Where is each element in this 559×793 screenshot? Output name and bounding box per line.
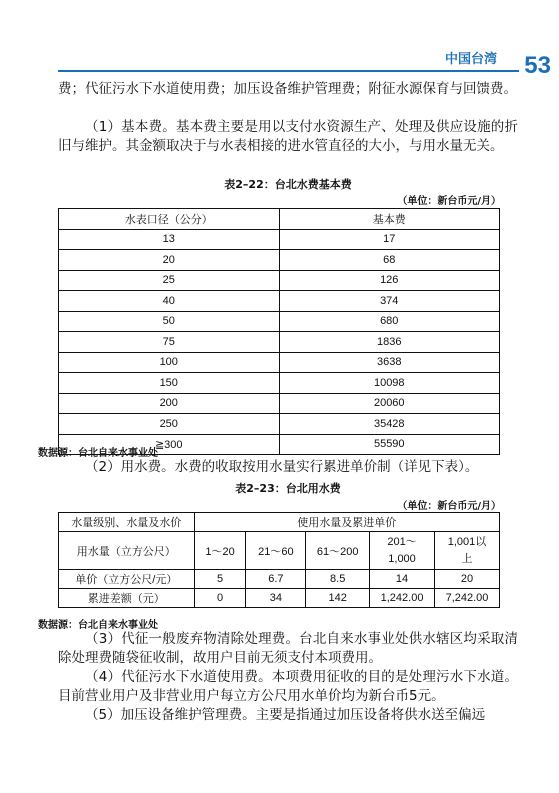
table-row [59, 373, 500, 394]
table-cell: 8.5 [306, 570, 370, 589]
sewer-fee-paragraph: （4）代征污水下水道使用费。本项费用征收的目的是处理污水下水道。目前营业用户及非营业用户每立方公尺用水单价均为新台币5元。 [58, 669, 518, 704]
table-header-cell: 使用水量及累进单价 [194, 513, 499, 532]
table-cell: 680 [279, 311, 500, 332]
table-cell: ≧300 [59, 434, 280, 455]
table-header-cell: 水量级别、水量及水价 [59, 513, 195, 532]
table-row [59, 570, 500, 589]
table-cell: 0 [194, 589, 246, 608]
table-header-row [59, 209, 500, 230]
table-cell: 201～1,000 [370, 532, 435, 570]
basic-fee-paragraph: （1）基本费。基本费主要是用以支付水资源生产、处理及供应设施的折旧与维护。其金额取决于与水表相接的进水管直径的大小，与用水量无关。 [58, 119, 518, 154]
table-row-label: 单价（立方公尺/元） [59, 570, 195, 589]
table-header-cell: 水表口径（公分） [59, 209, 280, 230]
table2-unit: （单位：新台币元/月） [397, 501, 501, 512]
table-cell: 13 [59, 229, 280, 250]
table-cell: 61～200 [306, 532, 370, 570]
usage-fee-paragraph: （2）用水费。水费的收取按用水量实行累进单价制（详见下表）。 [85, 459, 479, 475]
table-row [59, 414, 500, 435]
table-cell: 1,001以上 [435, 532, 500, 570]
table2-title: 表2–23：台北用水费 [235, 482, 341, 495]
table1-unit: （单位：新台币元/月） [397, 196, 501, 207]
table-cell: 34 [246, 589, 306, 608]
table-header-row [59, 513, 500, 532]
table-cell: 200 [59, 393, 280, 414]
table-row [59, 229, 500, 250]
table-row-label: 用水量（立方公尺） [59, 532, 195, 570]
table-cell: 68 [279, 250, 500, 271]
table-cell: 55590 [279, 434, 500, 455]
table-row [59, 250, 500, 271]
table-cell: 20 [435, 570, 500, 589]
table-cell: 7,242.00 [435, 589, 500, 608]
table-cell: 35428 [279, 414, 500, 435]
table2-source: 数据源：台北自来水事业处 [38, 620, 158, 631]
table-row [59, 532, 500, 570]
table-cell: 75 [59, 332, 280, 353]
table-cell: 5 [194, 570, 246, 589]
page-number: 53 [524, 52, 551, 79]
table-cell: 150 [59, 373, 280, 394]
table-header-cell: 基本费 [279, 209, 500, 230]
table-cell: 20 [59, 250, 280, 271]
table-cell: 374 [279, 291, 500, 312]
header-rule [58, 70, 519, 72]
pressure-fee-paragraph: （5）加压设备维护管理费。主要是指通过加压设备将供水送至偏远 [85, 707, 486, 723]
table-cell: 17 [279, 229, 500, 250]
table-cell: 3638 [279, 352, 500, 373]
table-cell: 1836 [279, 332, 500, 353]
table-cell: 100 [59, 352, 280, 373]
basic-fee-table [58, 208, 500, 455]
table-cell: 40 [59, 291, 280, 312]
table-row [59, 589, 500, 608]
table-row-label: 累进差额（元） [59, 589, 195, 608]
table-cell: 25 [59, 270, 280, 291]
table-cell: 14 [370, 570, 435, 589]
table-cell: 250 [59, 414, 280, 435]
table1-source: 数据源：台北自来水事业处 [38, 448, 158, 459]
table-row [59, 311, 500, 332]
table-cell: 6.7 [246, 570, 306, 589]
table-cell: 10098 [279, 373, 500, 394]
table-row [59, 332, 500, 353]
table-cell: 1,242.00 [370, 589, 435, 608]
waste-fee-paragraph: （3）代征一般废弃物清除处理费。台北自来水事业处供水辖区均采取清除处理费随袋征收制，故用户目前无须支付本项费用。 [58, 631, 518, 666]
table1-title: 表2–22：台北水费基本费 [224, 178, 352, 191]
table-cell: 142 [306, 589, 370, 608]
table-cell: 50 [59, 311, 280, 332]
table-row [59, 352, 500, 373]
table-cell: 126 [279, 270, 500, 291]
table-row [59, 393, 500, 414]
usage-fee-table [58, 512, 500, 608]
table-cell: 1～20 [194, 532, 246, 570]
table-row [59, 270, 500, 291]
table-cell: 20060 [279, 393, 500, 414]
intro-paragraph: 费；代征污水下水道使用费；加压设备维护管理费；附征水源保育与回馈费。 [58, 81, 517, 97]
table-row [59, 291, 500, 312]
running-title: 中国台湾 [444, 52, 497, 67]
table-cell: 21～60 [246, 532, 306, 570]
